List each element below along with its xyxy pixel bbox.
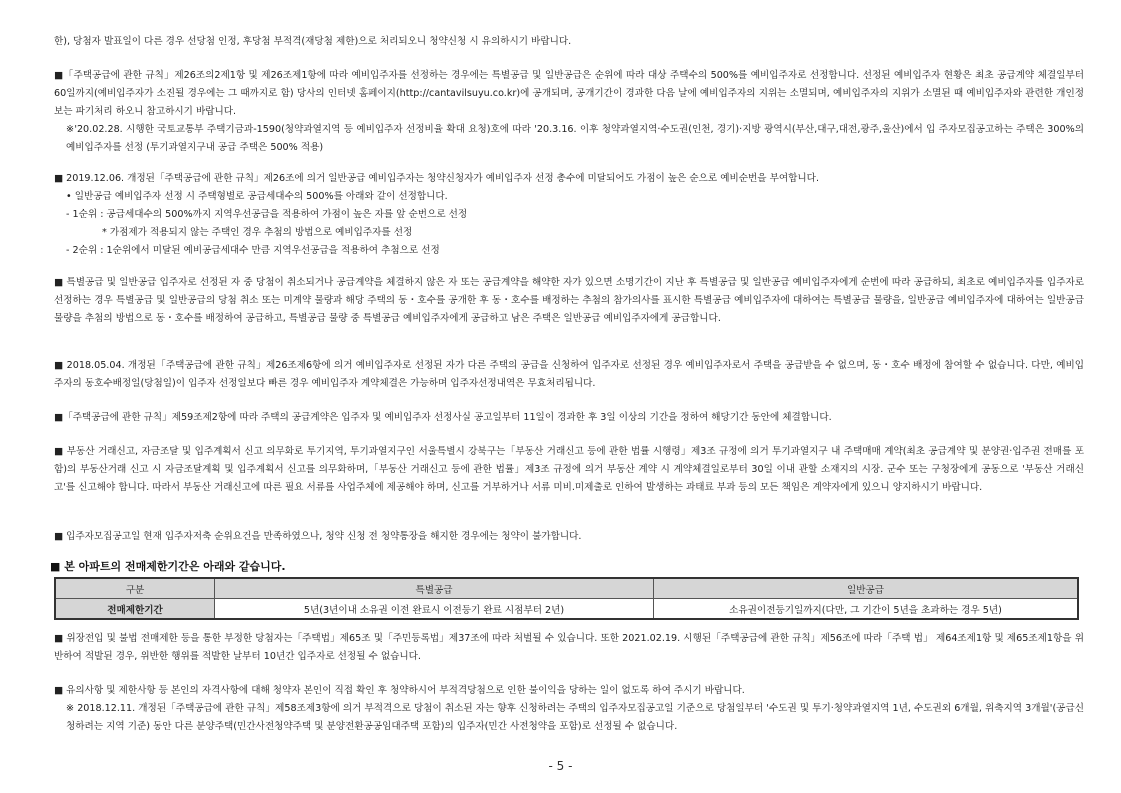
paragraph-illegal-resale bbox=[54, 630, 1084, 666]
paragraph-note: ※ 2018.12.11. 개정된「주택공급에 관한 규칙」제58조제3항에 의거 부적격으로 당첨이 취소된 자는 향후 신청하려는 주택의 입주자모집공고일 기준으로 당첨일부터 '수도권 및 투기·청약과열지역 1년, 수도권외 6개월, 위축지역 3개월'(공급신청하려는 지역 기준) 동안 다른 분양주택(민간사전청약주택 및 분양전환공공임대주택 포함)의 입주자(민간 사전청약을 포함)로 선정될 수 없습니다. bbox=[66, 703, 1084, 732]
paragraph-caution bbox=[54, 682, 1084, 736]
bullet-item: • 일반공급 예비입주자 선정 시 주택형별로 공급세대수의 500%를 아래와 같이 선정합니다. bbox=[66, 191, 448, 202]
paragraph-text: ■ 특별공급 및 일반공급 입주자로 선정된 자 중 당첨이 취소되거나 공급계약을 체결하지 않은 자 또는 공급계약을 해약한 자가 있으면 소명기간이 지난 후 특별공급 및 일반공급 예비입주자에게 순번에 따라 공급하되, 최초로 예비입주자를 입주자로 선정하는 경우 특별공급 및 일반공급의 당첨 취소 또는 미계약 물량과 해당 주택의 동・호수를 공개한 후 동・호수를 배정하는 추첨의 참가의사를 표시한 특별공급 예비입주자에 대하여는 특별공급 물량을, 일반공급 예비입주자에 대하여는 일반공급 물량을 추첨의 방법으로 동・호수를 배정하여 공급하고, 특별공급 물량 중 특별공급 예비입주자에게 공급하고 남은 주택은 일반공급 예비입주자에게 공급합니다. bbox=[54, 277, 1084, 324]
paragraph-contract-period bbox=[54, 409, 1084, 427]
table-row bbox=[55, 599, 1078, 620]
paragraph-winner-notice bbox=[54, 33, 1084, 51]
table-row-label: 전매제한기간 bbox=[55, 599, 215, 620]
paragraph-reserve-restriction bbox=[54, 357, 1084, 393]
list-item-note: * 가점제가 적용되지 않는 주택인 경우 추첨의 방법으로 예비입주자를 선정 bbox=[102, 227, 413, 238]
paragraph-text: 한), 당첨자 발표일이 다른 경우 선당첨 인정, 후당첨 부적격(재당첨 제한)으로 처리되오니 청약신청 시 유의하시기 바랍니다. bbox=[54, 36, 572, 47]
paragraph-text: ■ 부동산 거래신고, 자금조달 및 입주계획서 신고 의무화로 투기지역, 투기과열지구인 서울특별시 강북구는「부동산 거래신고 등에 관한 법률 시행령」제3조 규정에 의거 투기과열지구 내 주택매매 계약(최초 공급계약 및 분양권·입주권 전매를 포함)의 부동산거래 신고 시 자금조달계획 및 입주계획서 신고를 의무화하며,「부동산 거래신고 등에 관한 법률」제3조 규정에 의거 부동산 계약 시 계약체결일로부터 30일 이내 관할 소재지의 시장. 군수 또는 구청장에게 공동으로 '부동산 거래신고'를 신고해야 합니다. 따라서 부동산 거래신고에 따른 필요 서류를 사업주체에 제공해야 하며, 신고를 거부하거나 서류 미비.미제출로 인하여 발생하는 과태료 부과 등의 모든 책임은 계약자에게 있으니 양지하시기 바랍니다. bbox=[54, 446, 1084, 493]
paragraph-text: ■ 입주자모집공고일 현재 입주자저축 순위요건을 만족하였으나, 청약 신청 전 청약통장을 해지한 경우에는 청약이 불가합니다. bbox=[54, 531, 582, 542]
resale-restriction-table bbox=[54, 577, 1079, 620]
list-item-rank2: - 2순위 : 1순위에서 미달된 예비공급세대수 만큼 지역우선공급을 적용하여 추첨으로 선정 bbox=[66, 245, 440, 256]
paragraph-savings-requirement bbox=[54, 528, 1084, 546]
paragraph-reserve-order bbox=[54, 170, 1084, 260]
paragraph-text: ■ 2018.05.04. 개정된「주택공급에 관한 규칙」제26조제6항에 의거 예비입주자로 선정된 자가 다른 주택의 공급을 신청하여 입주자로 선정된 경우 예비입주자로서 주택을 공급받을 수 없으며, 동・호수 배정에 참여할 수 없습니다. 다만, 예비입주자의 동호수배정일(당첨일)이 입주자 선정일보다 빠른 경우 예비입주자 계약체결은 가능하며 입주자선정내역은 무효처리됩니다. bbox=[54, 360, 1084, 389]
table-header-general: 일반공급 bbox=[654, 578, 1079, 599]
table-header-special: 특별공급 bbox=[215, 578, 654, 599]
paragraph-reserve-selection bbox=[54, 67, 1084, 157]
table-cell-general: 소유권이전등기일까지(다만, 그 기간이 5년을 초과하는 경우 5년) bbox=[654, 599, 1079, 620]
table-header-category: 구분 bbox=[55, 578, 215, 599]
table-cell-special: 5년(3년이내 소유권 이전 완료시 이전등기 완료 시점부터 2년) bbox=[215, 599, 654, 620]
table-header-row bbox=[55, 578, 1078, 599]
paragraph-text: ■ 2019.12.06. 개정된「주택공급에 관한 규칙」제26조에 의거 일반공급 예비입주자는 청약신청자가 예비입주자 선정 총수에 미달되어도 가점이 높은 순으로 예비순번을 부여합니다. bbox=[54, 173, 819, 184]
paragraph-reserve-supply bbox=[54, 274, 1084, 328]
paragraph-text: ■ 위장전입 및 불법 전매제한 등을 통한 부정한 당첨자는「주택법」제65조 및「주민등록법」제37조에 따라 처벌될 수 있습니다. 또한 2021.02.19. 시행된「주택공급에 관한 규칙」제56조에 따라「주택 법」 제64조제1항 및 제65조제1항을 위반하여 적발된 경우, 위반한 행위를 적발한 날부터 10년간 입주자로 선정될 수 없습니다. bbox=[54, 633, 1084, 662]
paragraph-text: ■ 유의사항 및 제한사항 등 본인의 자격사항에 대해 청약자 본인이 직접 확인 후 청약하시어 부적격당첨으로 인한 불이익을 당하는 일이 없도록 하여 주시기 바랍니다. bbox=[54, 685, 745, 696]
resale-restriction-title: ■ 본 아파트의 전매제한기간은 아래와 같습니다. bbox=[50, 560, 286, 573]
paragraph-note: ※'20.02.28. 시행한 국토교통부 주택기금과-1590(청약과열지역 등 예비입주자 선정비율 확대 요청)호에 따라 '20.3.16. 이후 청약과열지역·수도권(인천, 경기)·지방 광역시(부산,대구,대전,광주,울산)에서 입 주자모집공고하는 주택은 300%의 예비입주자를 선정 (투기과열지구내 공급 주택은 500% 적용) bbox=[66, 124, 1084, 153]
paragraph-text: ■「주택공급에 관한 규칙」제59조제2항에 따라 주택의 공급계약은 입주자 및 예비입주자 선정사실 공고일부터 11일이 경과한 후 3일 이상의 기간을 정하여 해당기간 동안에 체결합니다. bbox=[54, 412, 832, 423]
page-number: - 5 - bbox=[548, 759, 573, 773]
list-item-rank1: - 1순위 : 공급세대수의 500%까지 지역우선공급을 적용하여 가점이 높은 자를 앞 순번으로 선정 bbox=[66, 209, 468, 220]
paragraph-real-estate-report bbox=[54, 443, 1084, 497]
paragraph-text: ■「주택공급에 관한 규칙」제26조의2제1항 및 제26조제1항에 따라 예비입주자를 선정하는 경우에는 특별공급 및 일반공급은 순위에 따라 대상 주택수의 500%를 예비입주자로 선정합니다. 선정된 예비입주자 현황은 최초 공급계약 체결일부터 60일까지(예비입주자가 소진될 경우에는 그 때까지로 함) 당사의 인터넷 홈페이지(http://cantavilsuyu.co.kr)에 공개되며, 공개기간이 경과한 다음 날에 예비입주자의 지위는 소멸되며, 예비입주자의 지위가 소멸된 때 예비입주자와 관련한 개인정보는 파기처리 하오니 참고하시기 바랍니다. bbox=[54, 70, 1084, 117]
